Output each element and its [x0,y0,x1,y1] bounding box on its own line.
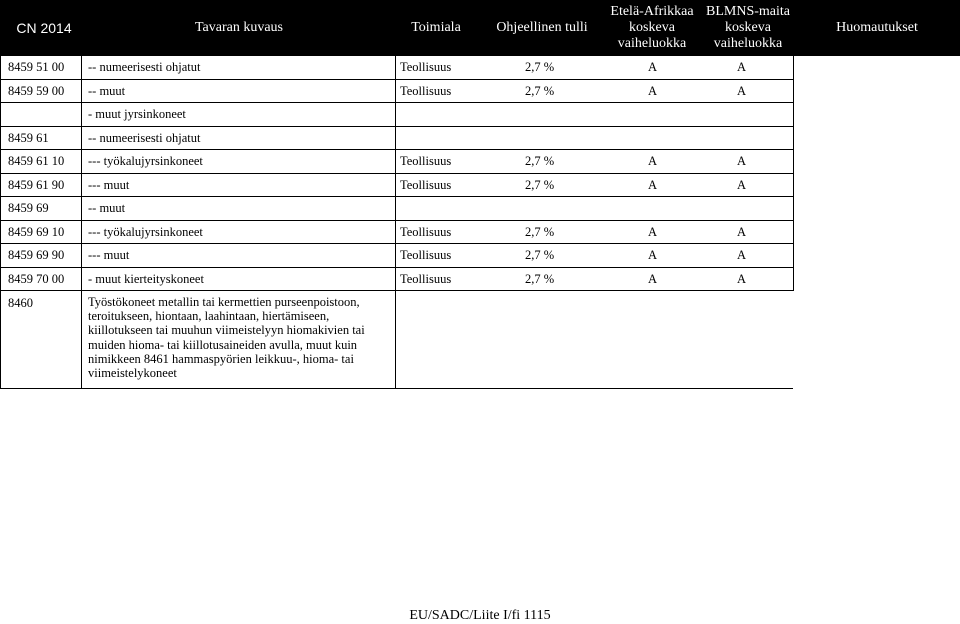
description: --- muut [88,177,130,192]
table-row [0,244,794,268]
cn-code: 8460 [8,296,33,310]
table-row [0,80,794,104]
blmns-category: A [737,177,747,192]
header-blmns-line3: vaiheluokka [713,36,783,51]
header-duty-label: Ohjeellinen tulli [496,20,588,35]
description: -- numeerisesti ohjatut [88,130,201,145]
ea-category: A [648,60,658,74]
cn-code: 8459 70 00 [8,271,65,286]
duty: 2,7 % [525,271,555,286]
header-sector-label: Toimiala [411,20,461,35]
ea-category: A [648,177,658,192]
duty: 2,7 % [525,248,555,262]
header-blmns-line1: BLMNS-maita [706,4,790,19]
duty: 2,7 % [525,154,555,168]
table-header [0,0,960,56]
header-cn-label: CN 2014 [16,20,72,36]
description: -- muut [88,201,126,215]
sector: Teollisuus [400,60,452,74]
table-row-heading-8460 [0,291,794,389]
header-sector [390,0,482,56]
cn-code: 8459 61 [8,130,49,145]
description: - muut jyrsinkoneet [88,107,186,121]
blmns-category: A [737,271,747,286]
table-row [0,174,794,198]
sector: Teollisuus [400,271,452,286]
header-ea-line1: Etelä-Afrikkaa [610,4,694,19]
header-blmns-line2: koskeva [725,20,771,35]
sector: Teollisuus [400,83,452,98]
description: - muut kierteityskoneet [88,271,204,286]
ea-category: A [648,224,658,239]
header-blmns [702,0,794,56]
duty: 2,7 % [525,224,555,239]
description: --- työkalujyrsinkoneet [88,224,203,239]
cn-code: 8459 59 00 [8,83,65,98]
header-ea-line3: vaiheluokka [617,36,687,51]
table-row [0,127,794,151]
duty: 2,7 % [525,83,555,98]
sector: Teollisuus [400,154,452,168]
ea-category: A [648,83,658,98]
header-description [88,0,390,56]
blmns-category: A [737,60,747,74]
blmns-category: A [737,154,747,168]
sector: Teollisuus [400,177,452,192]
cn-code: 8459 69 90 [8,248,65,262]
table-row [0,221,794,245]
description: -- numeerisesti ohjatut [88,60,201,74]
ea-category: A [648,248,658,262]
header-remarks-label: Huomautukset [836,20,918,35]
description: --- muut [88,248,130,262]
table-row [0,103,794,127]
page-footer: EU/SADC/Liite I/fi 1115 [409,608,551,623]
cn-code: 8459 61 90 [8,177,65,192]
table-row [0,197,794,221]
header-remarks [794,0,960,56]
blmns-category: A [737,224,747,239]
cn-code: 8459 69 10 [8,224,65,239]
ea-category: A [648,271,658,286]
blmns-category: A [737,248,747,262]
sector: Teollisuus [400,224,452,239]
cn-code: 8459 61 10 [8,154,65,168]
cn-code: 8459 69 [8,201,49,215]
blmns-category: A [737,83,747,98]
table-row [0,150,794,174]
sector: Teollisuus [400,248,452,262]
duty: 2,7 % [525,177,555,192]
description: --- työkalujyrsinkoneet [88,154,203,168]
ea-category: A [648,154,658,168]
header-ea [602,0,702,56]
table-row [0,268,794,292]
duty: 2,7 % [525,60,555,74]
header-ea-line2: koskeva [629,20,675,35]
cn-code: 8459 51 00 [8,60,65,74]
header-description-label: Tavaran kuvaus [194,20,284,35]
header-duty [482,0,602,56]
description: -- muut [88,83,126,98]
header-cn [0,0,88,56]
table-row [0,56,794,80]
description: Työstökoneet metallin tai kermettien purseenpoistoon, teroitukseen, hiontaan, laahintaan, hiertämiseen, kiillotukseen tai muuhun viimeistelyyn hiomakivien tai muiden hioma- tai kiillotusaineiden avulla, muut kuin nimikkeen 8461 hammaspyörien leikkuu-, hioma- tai viimeistelykoneet [88,295,365,381]
